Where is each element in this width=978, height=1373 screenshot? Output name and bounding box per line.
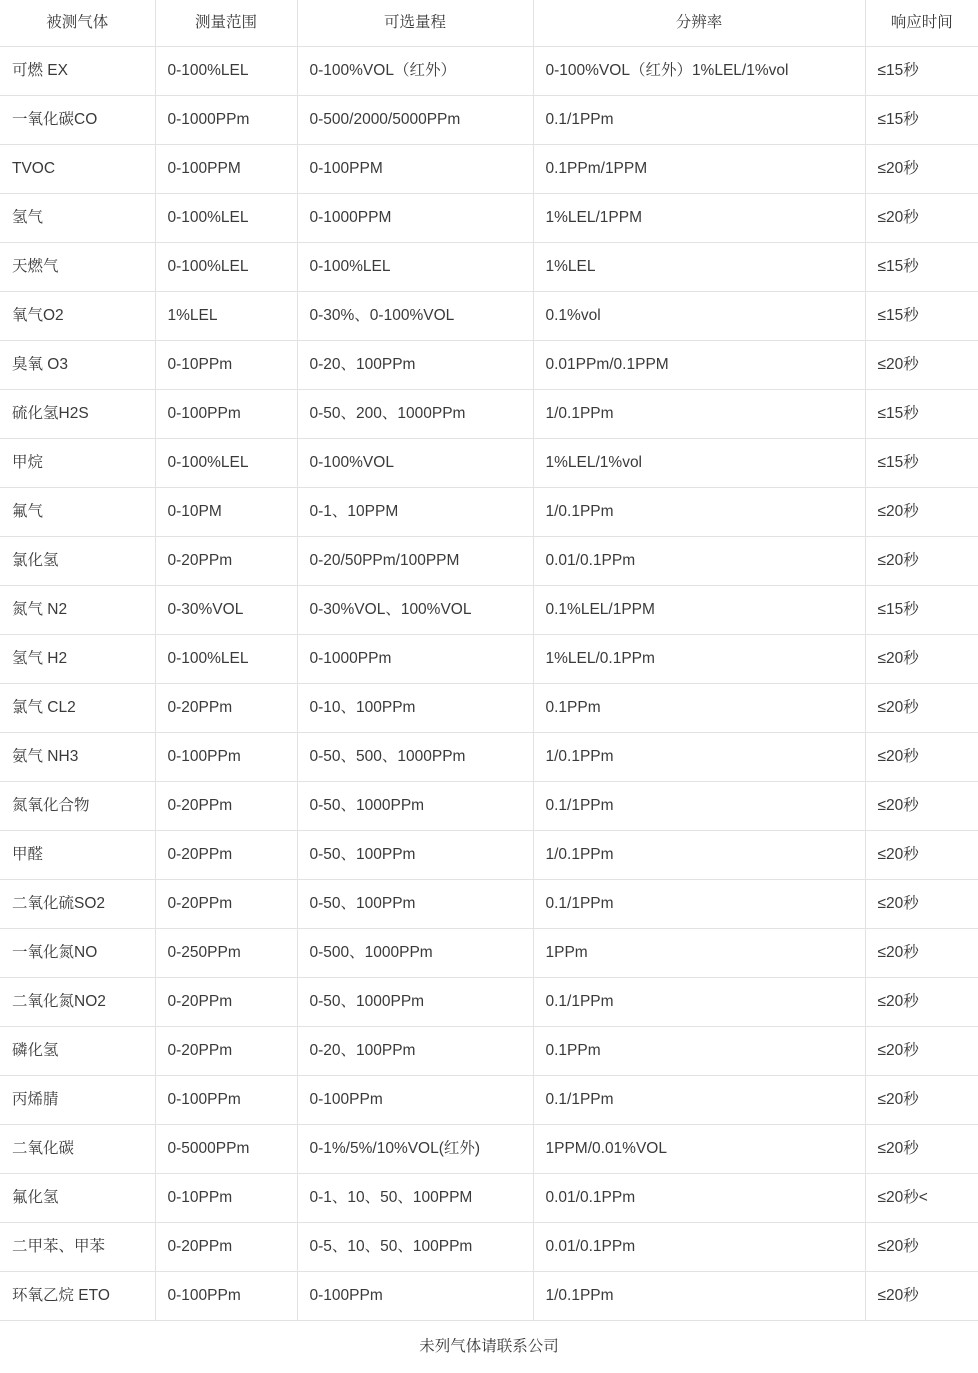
cell-optional-range: 0-20、100PPm xyxy=(297,341,533,390)
column-header-response-time: 响应时间 xyxy=(865,0,978,47)
cell-response-time: ≤15秒 xyxy=(865,243,978,292)
cell-measuring-range: 0-20PPm xyxy=(155,880,297,929)
cell-gas-name: TVOC xyxy=(0,145,155,194)
cell-gas-name: 二甲苯、甲苯 xyxy=(0,1223,155,1272)
cell-resolution: 0.1/1PPm xyxy=(533,880,865,929)
cell-measuring-range: 0-20PPm xyxy=(155,684,297,733)
cell-response-time: ≤15秒 xyxy=(865,439,978,488)
table-row xyxy=(0,292,978,341)
cell-optional-range: 0-50、1000PPm xyxy=(297,782,533,831)
cell-measuring-range: 0-20PPm xyxy=(155,1223,297,1272)
cell-response-time: ≤20秒 xyxy=(865,782,978,831)
cell-resolution: 0.01/0.1PPm xyxy=(533,537,865,586)
cell-response-time: ≤20秒< xyxy=(865,1174,978,1223)
table-row xyxy=(0,341,978,390)
cell-optional-range: 0-1、10PPM xyxy=(297,488,533,537)
cell-response-time: ≤20秒 xyxy=(865,1223,978,1272)
cell-measuring-range: 0-20PPm xyxy=(155,978,297,1027)
cell-resolution: 0.01/0.1PPm xyxy=(533,1174,865,1223)
cell-optional-range: 0-1000PPm xyxy=(297,635,533,684)
cell-optional-range: 0-100%LEL xyxy=(297,243,533,292)
cell-measuring-range: 0-20PPm xyxy=(155,1027,297,1076)
cell-measuring-range: 0-20PPm xyxy=(155,537,297,586)
cell-optional-range: 0-1000PPM xyxy=(297,194,533,243)
cell-resolution: 1PPM/0.01%VOL xyxy=(533,1125,865,1174)
cell-optional-range: 0-100PPm xyxy=(297,1272,533,1321)
table-row xyxy=(0,1272,978,1321)
cell-gas-name: 氯气 CL2 xyxy=(0,684,155,733)
cell-response-time: ≤20秒 xyxy=(865,978,978,1027)
cell-resolution: 0.01/0.1PPm xyxy=(533,1223,865,1272)
cell-gas-name: 氨气 NH3 xyxy=(0,733,155,782)
cell-resolution: 1/0.1PPm xyxy=(533,1272,865,1321)
cell-gas-name: 环氧乙烷 ETO xyxy=(0,1272,155,1321)
cell-optional-range: 0-30%、0-100%VOL xyxy=(297,292,533,341)
table-header-row xyxy=(0,0,978,47)
cell-gas-name: 一氧化氮NO xyxy=(0,929,155,978)
cell-resolution: 1%LEL/1PPM xyxy=(533,194,865,243)
cell-optional-range: 0-20、100PPm xyxy=(297,1027,533,1076)
cell-gas-name: 氮气 N2 xyxy=(0,586,155,635)
cell-optional-range: 0-50、100PPm xyxy=(297,831,533,880)
cell-measuring-range: 0-100PPM xyxy=(155,145,297,194)
cell-measuring-range: 0-10PPm xyxy=(155,1174,297,1223)
column-header-optional-range: 可选量程 xyxy=(297,0,533,47)
cell-resolution: 0.1/1PPm xyxy=(533,782,865,831)
cell-gas-name: 丙烯腈 xyxy=(0,1076,155,1125)
cell-measuring-range: 0-10PPm xyxy=(155,341,297,390)
cell-resolution: 0.01PPm/0.1PPM xyxy=(533,341,865,390)
table-row xyxy=(0,1027,978,1076)
cell-measuring-range: 0-5000PPm xyxy=(155,1125,297,1174)
cell-gas-name: 臭氧 O3 xyxy=(0,341,155,390)
cell-measuring-range: 0-20PPm xyxy=(155,831,297,880)
table-row xyxy=(0,782,978,831)
cell-gas-name: 氮氧化合物 xyxy=(0,782,155,831)
cell-resolution: 0.1PPm/1PPM xyxy=(533,145,865,194)
cell-measuring-range: 0-100%LEL xyxy=(155,47,297,96)
cell-optional-range: 0-100%VOL（红外） xyxy=(297,47,533,96)
cell-optional-range: 0-50、1000PPm xyxy=(297,978,533,1027)
cell-response-time: ≤15秒 xyxy=(865,292,978,341)
table-row xyxy=(0,1125,978,1174)
footer-row xyxy=(0,1321,978,1373)
cell-response-time: ≤20秒 xyxy=(865,684,978,733)
cell-response-time: ≤20秒 xyxy=(865,145,978,194)
cell-resolution: 1%LEL/1%vol xyxy=(533,439,865,488)
cell-gas-name: 可燃 EX xyxy=(0,47,155,96)
cell-resolution: 1PPm xyxy=(533,929,865,978)
table-row xyxy=(0,733,978,782)
column-header-gas: 被测气体 xyxy=(0,0,155,47)
cell-response-time: ≤20秒 xyxy=(865,1272,978,1321)
cell-optional-range: 0-500、1000PPm xyxy=(297,929,533,978)
cell-optional-range: 0-50、200、1000PPm xyxy=(297,390,533,439)
cell-response-time: ≤20秒 xyxy=(865,537,978,586)
cell-resolution: 0.1/1PPm xyxy=(533,1076,865,1125)
cell-optional-range: 0-30%VOL、100%VOL xyxy=(297,586,533,635)
cell-measuring-range: 0-30%VOL xyxy=(155,586,297,635)
cell-resolution: 0.1%LEL/1PPM xyxy=(533,586,865,635)
cell-resolution: 1%LEL xyxy=(533,243,865,292)
cell-measuring-range: 0-100%LEL xyxy=(155,635,297,684)
cell-response-time: ≤20秒 xyxy=(865,831,978,880)
table-row xyxy=(0,1076,978,1125)
table-body xyxy=(0,47,978,1321)
cell-gas-name: 氢气 H2 xyxy=(0,635,155,684)
cell-gas-name: 硫化氢H2S xyxy=(0,390,155,439)
cell-gas-name: 氧气O2 xyxy=(0,292,155,341)
cell-measuring-range: 0-100%LEL xyxy=(155,439,297,488)
cell-optional-range: 0-50、500、1000PPm xyxy=(297,733,533,782)
cell-resolution: 1%LEL/0.1PPm xyxy=(533,635,865,684)
cell-gas-name: 氟气 xyxy=(0,488,155,537)
cell-response-time: ≤20秒 xyxy=(865,929,978,978)
table-row xyxy=(0,1223,978,1272)
cell-measuring-range: 0-250PPm xyxy=(155,929,297,978)
table-row xyxy=(0,47,978,96)
table-row xyxy=(0,243,978,292)
cell-optional-range: 0-1、10、50、100PPM xyxy=(297,1174,533,1223)
table-row xyxy=(0,586,978,635)
cell-resolution: 1/0.1PPm xyxy=(533,831,865,880)
table-row xyxy=(0,145,978,194)
cell-response-time: ≤20秒 xyxy=(865,733,978,782)
cell-gas-name: 二氧化碳 xyxy=(0,1125,155,1174)
cell-resolution: 0.1PPm xyxy=(533,684,865,733)
cell-optional-range: 0-10、100PPm xyxy=(297,684,533,733)
table-row xyxy=(0,635,978,684)
cell-measuring-range: 0-100%LEL xyxy=(155,243,297,292)
table-footer xyxy=(0,1321,978,1373)
cell-optional-range: 0-500/2000/5000PPm xyxy=(297,96,533,145)
cell-gas-name: 甲醛 xyxy=(0,831,155,880)
cell-response-time: ≤15秒 xyxy=(865,96,978,145)
cell-optional-range: 0-20/50PPm/100PPM xyxy=(297,537,533,586)
cell-measuring-range: 0-100PPm xyxy=(155,733,297,782)
table-row xyxy=(0,880,978,929)
cell-resolution: 0.1/1PPm xyxy=(533,96,865,145)
cell-response-time: ≤20秒 xyxy=(865,1125,978,1174)
cell-response-time: ≤20秒 xyxy=(865,194,978,243)
cell-resolution: 1/0.1PPm xyxy=(533,733,865,782)
cell-gas-name: 氯化氢 xyxy=(0,537,155,586)
cell-measuring-range: 0-100PPm xyxy=(155,1076,297,1125)
cell-optional-range: 0-1%/5%/10%VOL(红外) xyxy=(297,1125,533,1174)
cell-measuring-range: 0-100%LEL xyxy=(155,194,297,243)
cell-gas-name: 一氧化碳CO xyxy=(0,96,155,145)
cell-resolution: 1/0.1PPm xyxy=(533,390,865,439)
cell-resolution: 1/0.1PPm xyxy=(533,488,865,537)
table-header xyxy=(0,0,978,47)
cell-gas-name: 氟化氢 xyxy=(0,1174,155,1223)
table-row xyxy=(0,488,978,537)
table-row xyxy=(0,684,978,733)
cell-measuring-range: 0-100PPm xyxy=(155,1272,297,1321)
column-header-resolution: 分辨率 xyxy=(533,0,865,47)
cell-gas-name: 甲烷 xyxy=(0,439,155,488)
cell-resolution: 0-100%VOL（红外）1%LEL/1%vol xyxy=(533,47,865,96)
table-row xyxy=(0,96,978,145)
cell-optional-range: 0-100%VOL xyxy=(297,439,533,488)
footer-note: 未列气体请联系公司 xyxy=(0,1321,978,1373)
cell-response-time: ≤20秒 xyxy=(865,880,978,929)
cell-response-time: ≤20秒 xyxy=(865,1076,978,1125)
cell-optional-range: 0-100PPm xyxy=(297,1076,533,1125)
cell-optional-range: 0-50、100PPm xyxy=(297,880,533,929)
cell-response-time: ≤20秒 xyxy=(865,635,978,684)
cell-response-time: ≤20秒 xyxy=(865,1027,978,1076)
cell-resolution: 0.1%vol xyxy=(533,292,865,341)
table-row xyxy=(0,439,978,488)
cell-measuring-range: 0-1000PPm xyxy=(155,96,297,145)
cell-measuring-range: 0-10PM xyxy=(155,488,297,537)
column-header-measuring-range: 测量范围 xyxy=(155,0,297,47)
cell-gas-name: 二氧化氮NO2 xyxy=(0,978,155,1027)
cell-response-time: ≤20秒 xyxy=(865,488,978,537)
cell-optional-range: 0-100PPM xyxy=(297,145,533,194)
table-row xyxy=(0,929,978,978)
table-row xyxy=(0,194,978,243)
cell-gas-name: 氢气 xyxy=(0,194,155,243)
table-row xyxy=(0,1174,978,1223)
cell-measuring-range: 0-100PPm xyxy=(155,390,297,439)
table-row xyxy=(0,390,978,439)
cell-response-time: ≤15秒 xyxy=(865,47,978,96)
table-row xyxy=(0,537,978,586)
cell-gas-name: 天燃气 xyxy=(0,243,155,292)
cell-response-time: ≤15秒 xyxy=(865,390,978,439)
table-row xyxy=(0,978,978,1027)
cell-response-time: ≤20秒 xyxy=(865,341,978,390)
cell-measuring-range: 1%LEL xyxy=(155,292,297,341)
cell-resolution: 0.1/1PPm xyxy=(533,978,865,1027)
cell-resolution: 0.1PPm xyxy=(533,1027,865,1076)
cell-response-time: ≤15秒 xyxy=(865,586,978,635)
cell-gas-name: 二氧化硫SO2 xyxy=(0,880,155,929)
cell-gas-name: 磷化氢 xyxy=(0,1027,155,1076)
cell-optional-range: 0-5、10、50、100PPm xyxy=(297,1223,533,1272)
cell-measuring-range: 0-20PPm xyxy=(155,782,297,831)
table-row xyxy=(0,831,978,880)
